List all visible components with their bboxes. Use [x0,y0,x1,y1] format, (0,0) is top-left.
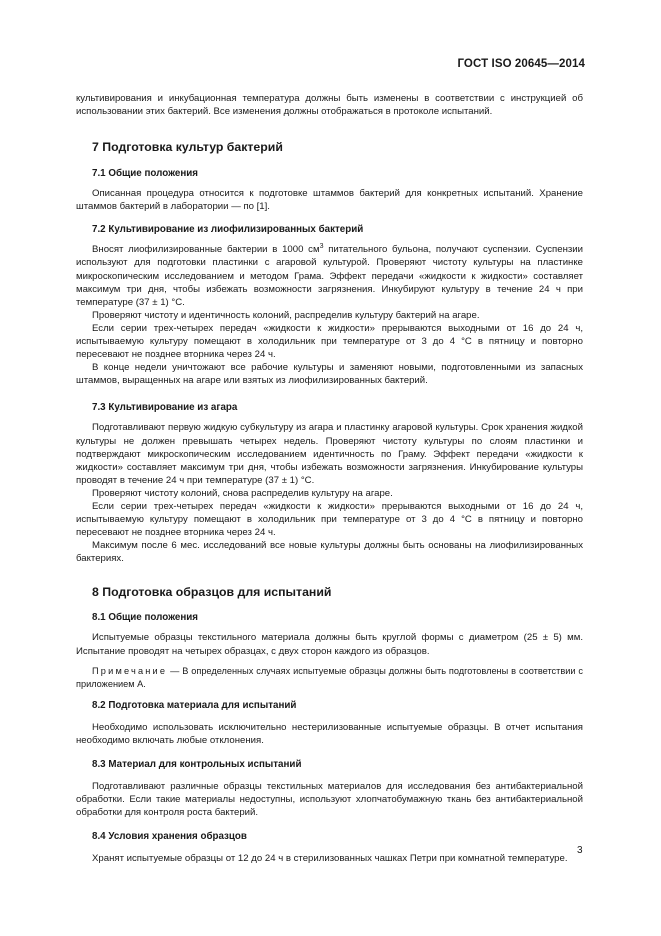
section-7-3-paragraph-1: Подготавливают первую жидкую субкультуру из агара и пластинку агаровой культуры. Срок хранения жидкой культуры не должен превышать четырех недель. Проверяют чистоту культуры по слоям пластинки и подтверждают микроскопическим исследованием идентичность по Граму. Эффект передачи «жидкости к жидкости» составляет максимум три дня, чтобы избежать возможности загрязнения. Инкубирование культуры проводят в течение 24 ч при температуре (37 ± 1) °С. [76,422,583,486]
section-7-2-paragraph-1 [76,243,583,308]
section-7-2-paragraph-4: В конце недели уничтожают все рабочие культуры и заменяют новыми, подготовленными из запасных штаммов, выращенных на агаре или взятых из лиофилизированных бактерий. [76,362,583,387]
section-8-1-title: 8.1 Общие положения [92,612,199,624]
section-8-1-paragraph: Испытуемые образцы текстильного материала должны быть круглой формы с диаметром (25 ± 5) мм. Испытание проводят на четырех образцах, с двух сторон каждого из образцов. [76,632,583,657]
section-8-4-title: 8.4 Условия хранения образцов [92,831,247,843]
intro-paragraph: культивирования и инкубационная температура должны быть изменены в соответствии с инструкцией об использовании этих бактерий. Все изменения должны отображаться в протоколе испытаний. [76,93,583,118]
section-8-3-paragraph: Подготавливают различные образцы текстильных материалов для исследования без антибактериальной обработки. Если такие материалы недоступны, используют хлопчатобумажную ткань без антибактериальной обработки для контроля роста бактерий. [76,781,583,819]
superscript: 3 [319,243,324,251]
standard-header: ГОСТ ISO 20645—2014 [457,58,585,70]
section-8-4-paragraph: Хранят испытуемые образцы от 12 до 24 ч в стерилизованных чашках Петри при комнатной температуре. [92,853,568,865]
note-label: Примечание [92,665,168,676]
page-number: 3 [577,845,583,856]
section-8-2-title: 8.2 Подготовка материала для испытаний [92,699,297,711]
section-7-3-paragraph-3: Если серии трех-четырех передач «жидкости к жидкости» прерываются выходными от 16 до 24 ч, испытываемую культуру помещают в холодильник при температуре от 3 до 4 °С в пятницу и повторно пересевают не позднее вторника через 24 ч. [76,500,583,539]
section-8-title: 8 Подготовка образцов для испытаний [92,585,332,600]
note-text: — В определенных случаях испытуемые образцы должны быть подготовлены в соответствии с приложением А. [76,665,583,689]
section-7-2-paragraph-2: Проверяют чистоту и идентичность колоний, распределив культуру бактерий на агаре. [92,309,480,321]
section-7-2-title: 7.2 Культивирование из лиофилизированных бактерий [92,224,364,236]
section-7-3-paragraph-4: Максимум после 6 мес. исследований все новые культуры должны быть основаны на лиофилизированных бактериях. [76,540,583,565]
section-7-1-paragraph: Описанная процедура относится к подготовке штаммов бактерий для конкретных испытаний. Хранение штаммов бактерий в лаборатории — по [1]. [76,188,583,213]
text-run: Вносят лиофилизированные бактерии в 1000 см [92,244,320,256]
section-7-3-paragraph-2: Проверяют чистоту колоний, снова распределив культуру на агаре. [92,487,393,499]
section-7-3-title: 7.3 Культивирование из агара [92,402,238,414]
section-7-1-title: 7.1 Общие положения [92,168,199,180]
section-8-2-paragraph: Необходимо использовать исключительно нестерилизованные испытуемые образцы. В отчет испытания необходимо включать любые отклонения. [76,721,583,746]
note [76,665,583,691]
section-7-2-paragraph-3: Если серии трех-четырех передач «жидкости к жидкости» прерываются выходными от 16 до 24 ч, испытываемую культуру помещают в холодильник при температуре от 3 до 4 °С в пятницу и повторно пересевают не позднее вторника через 24 ч. [76,322,583,361]
page-content [76,92,583,865]
section-8-3-title: 8.3 Материал для контрольных испытаний [92,759,302,770]
text-run: питательного бульона, получают суспензии. Суспензии используют для подготовки пластинки с агаровой культурой. Проверяют чистоту культуры на пластинке микроскопическим исследованием и методом Грама. Эффект передачи «жидкости к жидкости» составляет максимум три дня, чтобы избежать возможности загрязнения. Инкубируют культуру в течение 24 ч при температуре (37 ± 1) °С. [76,244,583,308]
section-7-title: 7 Подготовка культур бактерий [92,140,283,155]
